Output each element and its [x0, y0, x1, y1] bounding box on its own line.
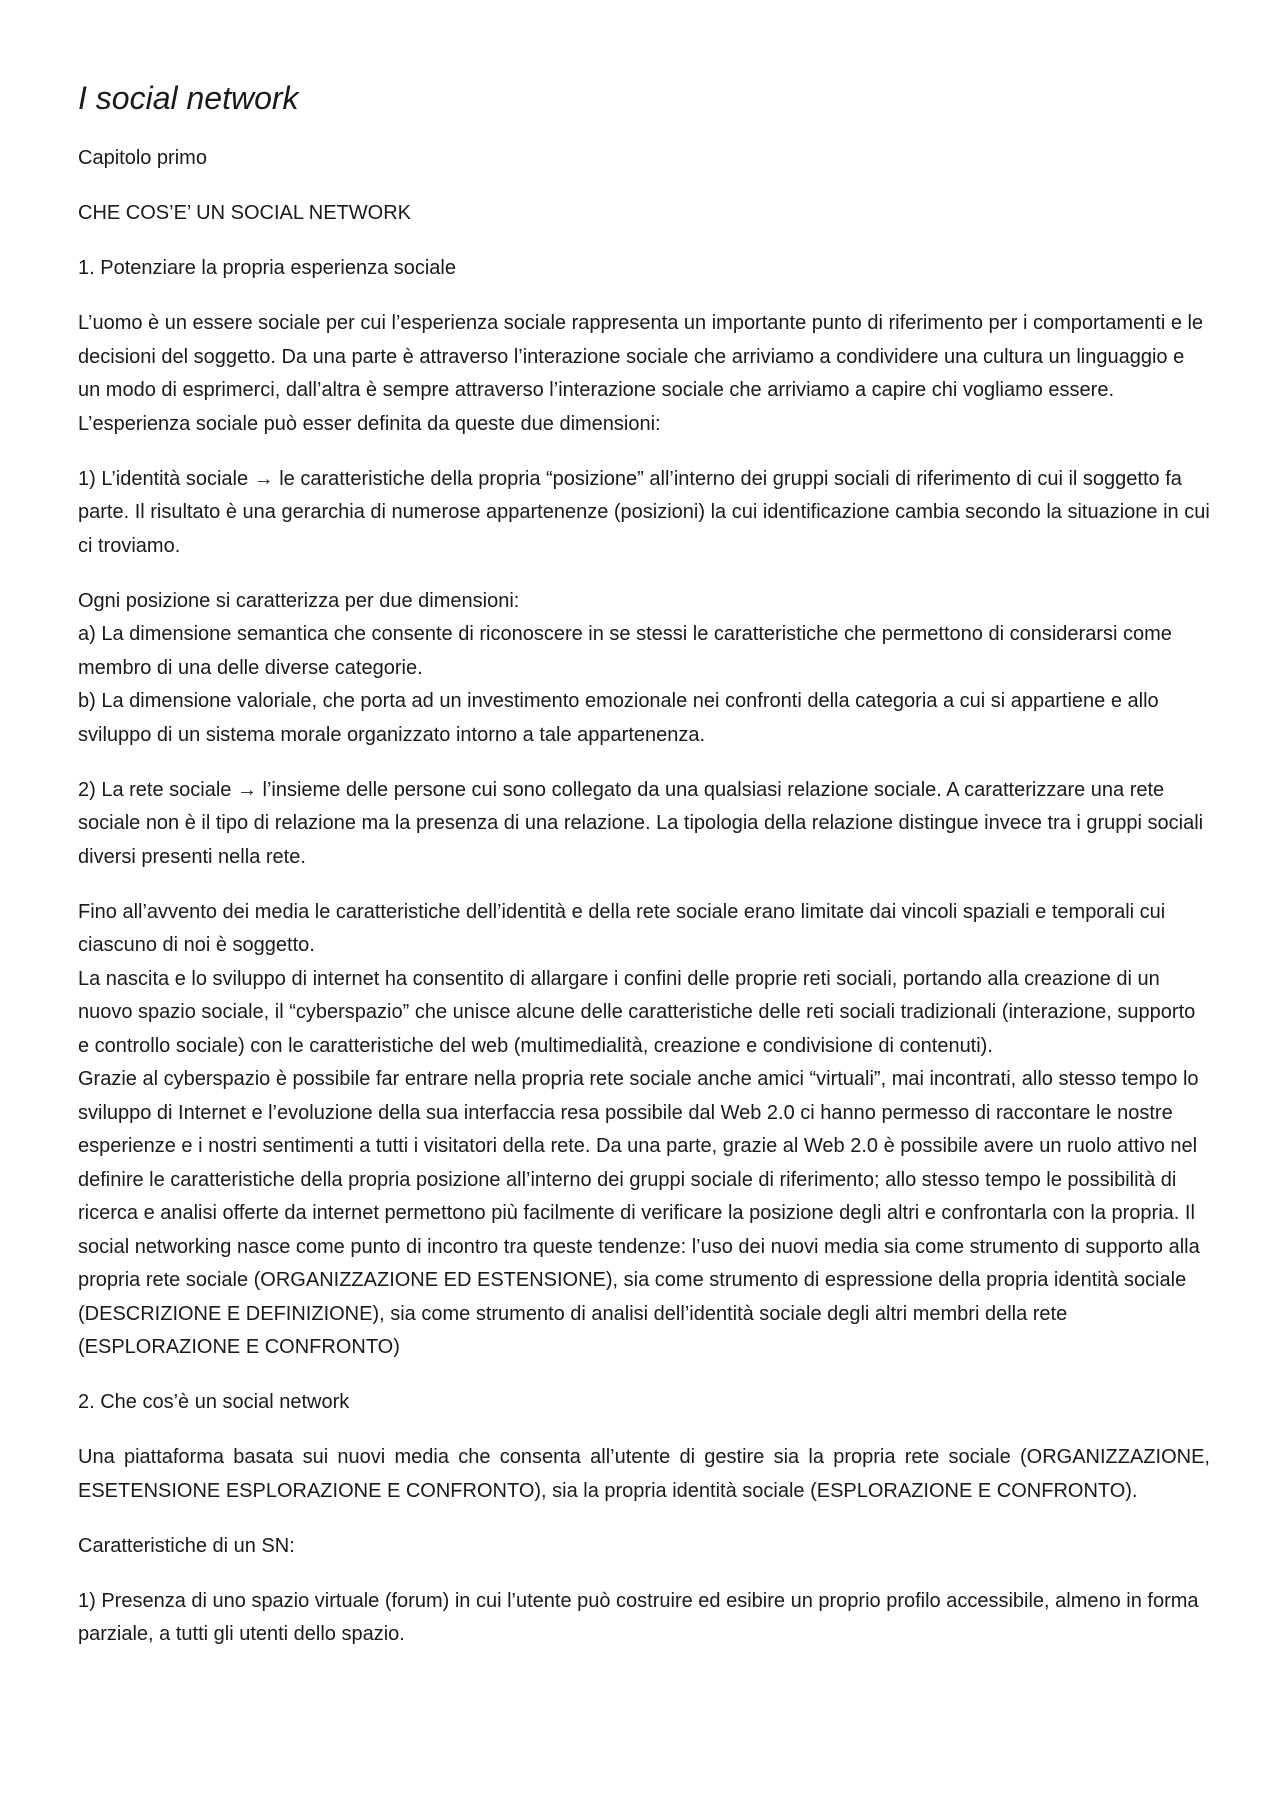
- section-1-heading: 1. Potenziare la propria esperienza sociale: [78, 257, 456, 279]
- definition-paragraph: Una piattaforma basata sui nuovi media che consenta all’utente di gestire sia la propria rete sociale (ORGANIZZAZIONE, ESETENSIONE ESPLORAZIONE E CONFRONTO), sia la propria identità sociale (ESPLORAZIONE E CONFRONTO).: [78, 1446, 1210, 1502]
- media-paragraph-line-2: La nascita e lo sviluppo di internet ha consentito di allargare i confini delle proprie reti sociali, portando alla creazione di un nuovo spazio sociale, il “cyberspazio” che unisce alcune delle caratteristiche delle reti sociali tradizionali (interazione, supporto e controllo sociale) con le caratteristiche del web (multimedialità, creazione e condivisione di contenuti).: [78, 967, 1196, 1057]
- media-paragraph-line-1: Fino all’avvento dei media le caratteristiche dell’identità e della rete sociale erano limitate dai vincoli spaziali e temporali cui ciascuno di noi è soggetto.: [78, 900, 1166, 956]
- chapter-label: Capitolo primo: [78, 147, 207, 169]
- dimensions-intro: Ogni posizione si caratterizza per due dimensioni:: [78, 589, 520, 612]
- document-title: I social network: [78, 80, 299, 116]
- identity-point-paragraph: 1) L’identità sociale → le caratteristiche della propria “posizione” all’interno dei gruppi sociali di riferimento di cui il soggetto fa parte. Il risultato è una gerarchia di numerose appartenenze (posizioni) la cui identificazione cambia secondo la situazione in cui ci troviamo.: [78, 467, 1210, 557]
- section-1-intro-paragraph: L’uomo è un essere sociale per cui l’esperienza sociale rappresenta un importante punto di riferimento per i comportamenti e le decisioni del soggetto. Da una parte è attraverso l’interazione sociale che arriviamo a condividere una cultura un linguaggio e un modo di esprimerci, dall’altra è sempre attraverso l’interazione sociale che arriviamo a capire chi vogliamo essere. L’esperienza sociale può esser definita da queste due dimensioni:: [78, 312, 1204, 435]
- media-paragraph: [78, 896, 1210, 1365]
- section-2-heading: 2. Che cos’è un social network: [78, 1391, 350, 1413]
- feature-1-paragraph: 1) Presenza di uno spazio virtuale (forum) in cui l’utente può costruire ed esibire un proprio profilo accessibile, almeno in forma parziale, a tutti gli utenti dello spazio.: [78, 1589, 1199, 1645]
- features-heading: Caratteristiche di un SN:: [78, 1534, 295, 1557]
- dimension-a: a) La dimensione semantica che consente di riconoscere in se stessi le caratteristiche che permettono di considerarsi come membro di una delle diverse categorie.: [78, 623, 1172, 679]
- document-page: [78, 78, 1210, 1673]
- network-point-paragraph: 2) La rete sociale → l’insieme delle persone cui sono collegato da una qualsiasi relazione sociale. A caratterizzare una rete sociale non è il tipo di relazione ma la presenza di una relazione. La tipologia della relazione distingue invece tra i gruppi sociali diversi presenti nella rete.: [78, 778, 1204, 868]
- media-paragraph-line-3: Grazie al cyberspazio è possibile far entrare nella propria rete sociale anche amici “virtuali”, mai incontrati, allo stesso tempo lo sviluppo di Internet e l’evoluzione della sua interfaccia resa possibile dal Web 2.0 ci hanno permesso di raccontare le nostre esperienze e i nostri sentimenti a tutti i visitatori della rete. Da una parte, grazie al Web 2.0 è possibile avere un ruolo attivo nel definire le caratteristiche della propria posizione all’interno dei gruppi sociale di riferimento; allo stesso tempo le possibilità di ricerca e analisi offerte da internet permettono più facilmente di verificare la posizione degli altri e confrontarla con la propria. Il social networking nasce come punto di incontro tra queste tendenze: l’uso dei nuovi media sia come strumento di supporto alla propria rete sociale (ORGANIZZAZIONE ED ESTENSIONE), sia come strumento di espressione della propria identità sociale (DESCRIZIONE E DEFINIZIONE), sia come strumento di analisi dell’identità sociale degli altri membri della rete (ESPLORAZIONE E CONFRONTO): [78, 1068, 1200, 1358]
- chapter-heading: CHE COS’E’ UN SOCIAL NETWORK: [78, 202, 411, 224]
- dimension-b: b) La dimensione valoriale, che porta ad un investimento emozionale nei confronti della categoria a cui si appartiene e allo sviluppo di un sistema morale organizzato intorno a tale appartenenza.: [78, 690, 1159, 746]
- dimensions-paragraph: [78, 585, 1210, 753]
